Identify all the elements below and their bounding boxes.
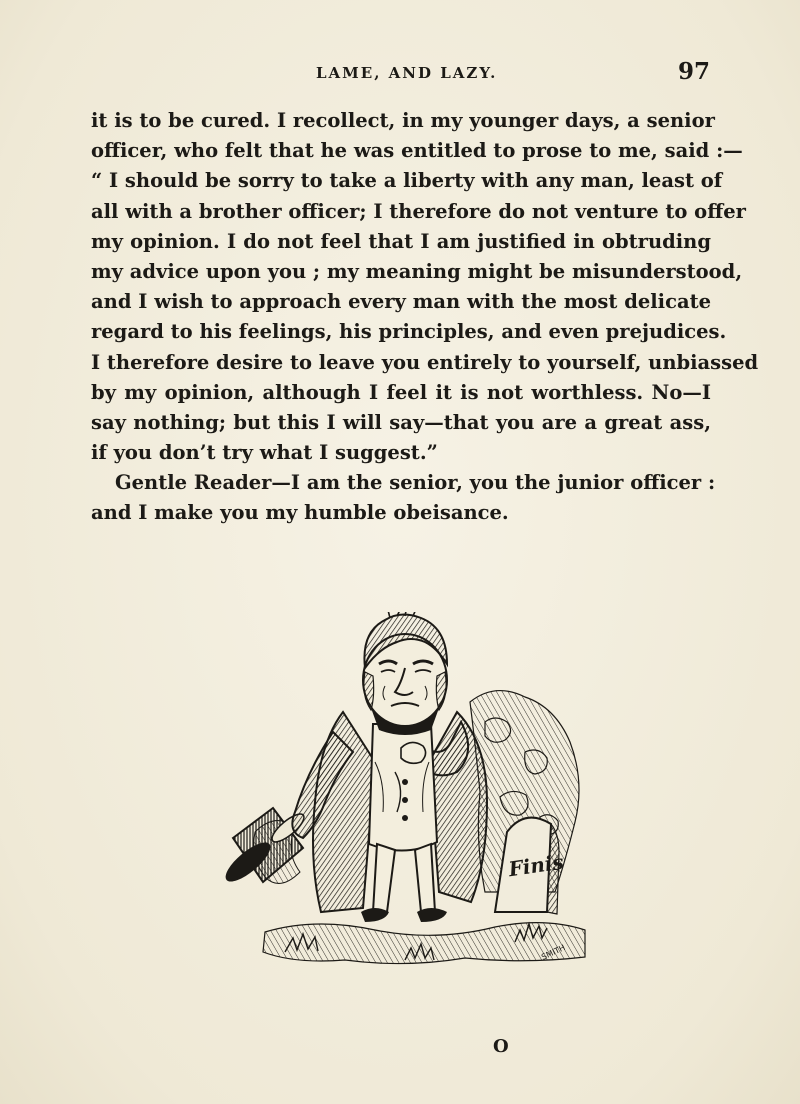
caricature-illustration bbox=[225, 612, 595, 970]
text-line: my opinion. I do not feel that I am justified in obtruding bbox=[91, 229, 711, 253]
body-text bbox=[91, 106, 759, 529]
text-line: all with a brother officer; I therefore do not venture to offer bbox=[91, 199, 746, 223]
page-header bbox=[0, 60, 800, 90]
text-line: regard to his feelings, his principles, and even prejudices. bbox=[91, 320, 727, 344]
artist-mark: SMITH bbox=[540, 942, 567, 962]
text-line: and I wish to approach every man with the most delicate bbox=[91, 290, 711, 314]
text-line: it is to be cured. I recollect, in my younger days, a senior bbox=[91, 109, 715, 132]
legs bbox=[361, 844, 447, 922]
text-line: if you don’t try what I suggest.” bbox=[91, 441, 438, 465]
text-line: “ I should be sorry to take a liberty with any man, least of bbox=[91, 169, 723, 193]
text-line: officer, who felt that he was entitled to prose to me, said :— bbox=[91, 139, 743, 163]
hand-on-chest bbox=[401, 742, 426, 763]
text-line: by my opinion, although I feel it is not worthless. No—I bbox=[91, 380, 711, 404]
tombstone-inscription: Finis bbox=[507, 849, 566, 882]
text-line: say nothing; but this I will say—that you are a great ass, bbox=[91, 410, 711, 434]
text-line: my advice upon you ; my meaning might be misunderstood, bbox=[91, 259, 743, 283]
signature-mark: O bbox=[493, 1036, 509, 1057]
text-line: I therefore desire to leave you entirely to yourself, unbiassed bbox=[91, 350, 759, 374]
text-line: Gentle Reader—I am the senior, you the junior officer : bbox=[115, 471, 716, 495]
running-title: LAME, AND LAZY. bbox=[316, 64, 498, 82]
caricature-head bbox=[363, 612, 447, 726]
waistcoat bbox=[369, 724, 437, 851]
page-number: 97 bbox=[678, 58, 711, 85]
text-line: and I make you my humble obeisance. bbox=[91, 501, 509, 525]
